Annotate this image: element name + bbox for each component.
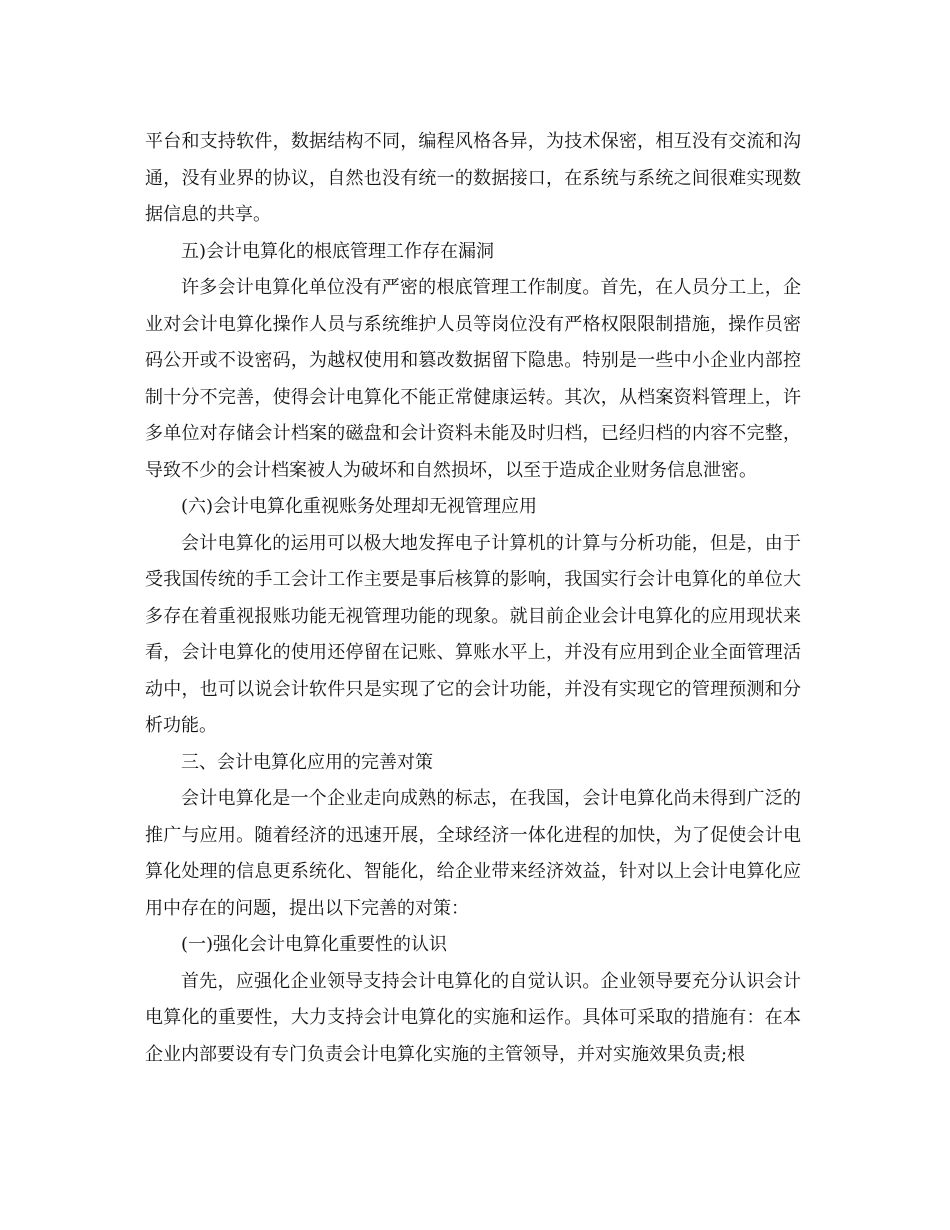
paragraph-basic-management: 许多会计电算化单位没有严密的根底管理工作制度。首先，在人员分工上，企业对会计电算化操作人员与系统维护人员等岗位没有严格权限限制措施，操作员密码公开或不设密码，为越权使用和篡改数据留下隐患。特别是一些中小企业内部控制十分不完善，使得会计电算化不能正常健康运转。其次，从档案资料管理上，许多单位对存储会计档案的磁盘和会计资料未能及时归档，已经归档的内容不完整，导致不少的会计档案被人为破坏和自然损坏，以至于造成企业财务信息泄密。 bbox=[145, 277, 801, 481]
section-heading-6: (六)会计电算化重视账务处理却无视管理应用 bbox=[181, 496, 538, 517]
paragraph-management-application: 会计电算化的运用可以极大地发挥电子计算机的计算与分析功能，但是，由于受我国传统的手工会计工作主要是事后核算的影响，我国实行会计电算化的单位大多存在着重视报账功能无视管理功能的现象。就目前企业会计电算化的应用现状来看，会计电算化的使用还停留在记账、算账水平上，并没有应用到企业全面管理活动中，也可以说会计软件只是实现了它的会计功能，并没有实现它的管理预测和分析功能。 bbox=[145, 532, 801, 736]
section-heading-3: 三、会计电算化应用的完善对策 bbox=[181, 751, 433, 773]
paragraph-countermeasures: 会计电算化是一个企业走向成熟的标志，在我国，会计电算化尚未得到广泛的推广与应用。随着经济的迅速开展，全球经济一体化进程的加快，为了促使会计电算化处理的信息更系统化、智能化，给企业带来经济效益，针对以上会计电算化应用中存在的问题，提出以下完善的对策： bbox=[145, 788, 801, 919]
paragraph-continuation: 平台和支持软件，数据结构不同，编程风格各异，为技术保密，相互没有交流和沟通，没有业界的协议，自然也没有统一的数据接口，在系统与系统之间很难实现数据信息的共享。 bbox=[145, 131, 801, 225]
document-body bbox=[145, 124, 801, 1073]
paragraph-leadership: 首先，应强化企业领导支持会计电算化的自觉认识。企业领导要充分认识会计电算化的重要性，大力支持会计电算化的实施和运作。具体可采取的措施有：在本企业内部要设有专门负责会计电算化实施的主管领导，并对实施效果负责;根 bbox=[145, 970, 801, 1065]
section-heading-1: (一)强化会计电算化重要性的认识 bbox=[181, 934, 448, 955]
section-heading-5: 五)会计电算化的根底管理工作存在漏洞 bbox=[181, 240, 495, 262]
